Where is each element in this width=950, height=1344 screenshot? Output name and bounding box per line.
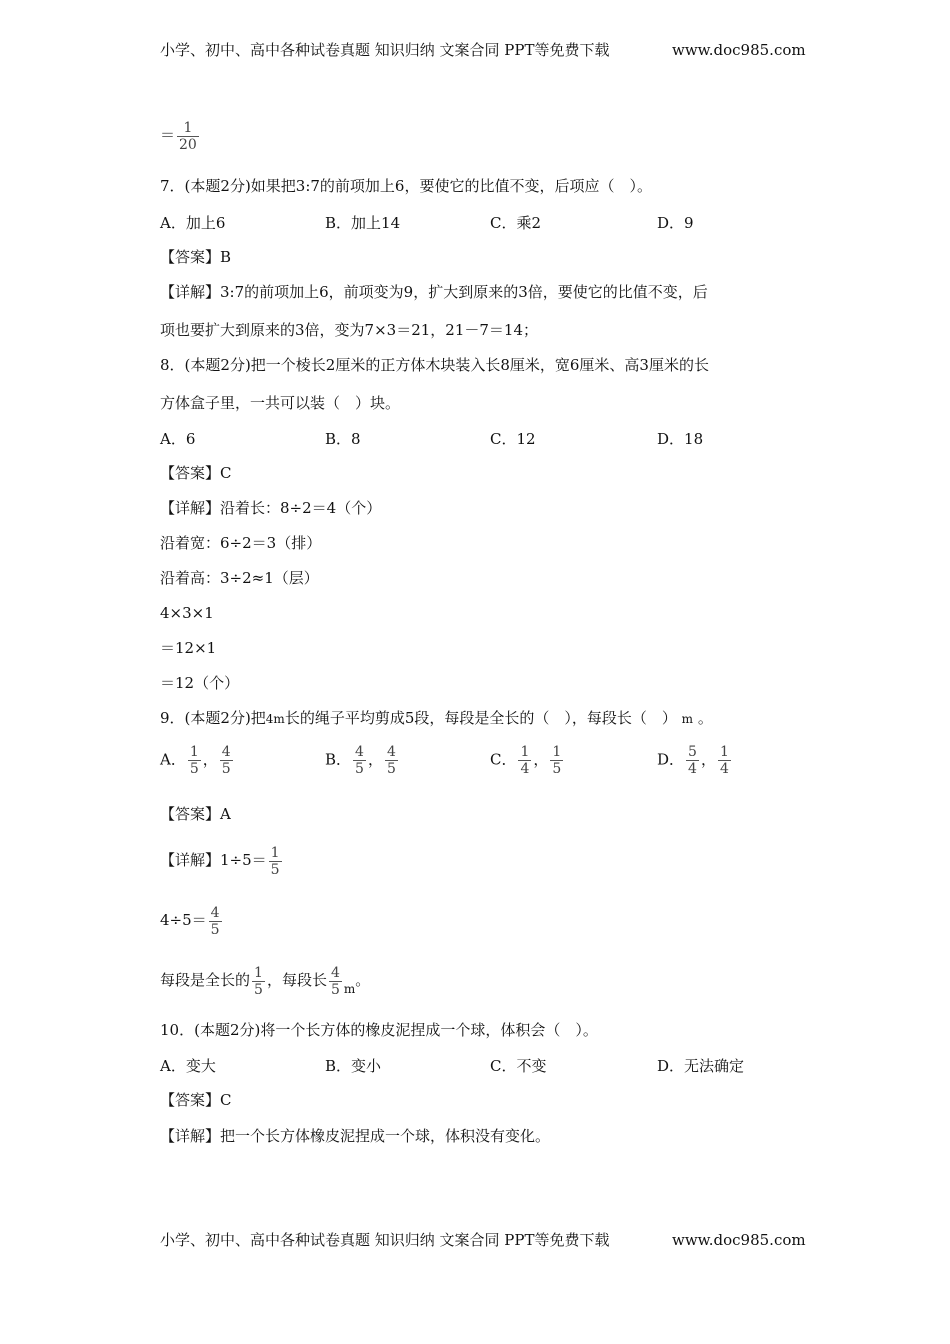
q8-option-a[interactable]: A．6 <box>160 430 196 448</box>
fraction: $\frac{4}{5}$ <box>330 964 340 998</box>
fraction: $\frac{1}{4}$ <box>719 744 729 777</box>
q9-stem-part3: 。 <box>697 709 713 727</box>
q9-option-c[interactable]: C． $\frac{1}{4}$ ， $\frac{1}{5}$ <box>490 744 562 777</box>
fraction: $\frac{1}{5}$ <box>552 744 562 777</box>
q9-stem-part1: 9．(本题2分)把 <box>160 709 266 727</box>
q9-stem-part2: 长的绳子平均剪成5段，每段是全长的（ ），每段长（ ） <box>284 709 677 727</box>
q8-detail-line4: 4×3×1 <box>160 604 214 622</box>
q10-stem: 10．(本题2分)将一个长方体的橡皮泥捏成一个球，体积会（ ）。 <box>160 1021 598 1039</box>
fraction: $\frac{4}{5}$ <box>221 744 231 777</box>
equals-sign: ＝ <box>160 126 176 144</box>
q9-option-b[interactable]: B． $\frac{4}{5}$ ， $\frac{4}{5}$ <box>325 744 396 777</box>
q8-detail-line5: ＝12×1 <box>160 639 217 657</box>
fraction: $\frac{4}{5}$ <box>386 744 396 777</box>
q10-option-a[interactable]: A．变大 <box>160 1057 216 1075</box>
q8-detail-line1: 【详解】沿着长：8÷2＝4（个） <box>160 499 382 517</box>
q7-option-b[interactable]: B．加上14 <box>325 214 401 232</box>
q10-answer: 【答案】C <box>160 1091 232 1109</box>
q9-stem-unit-length: 4m <box>265 712 285 726</box>
q9-detail-line2: 4÷5＝ $\frac{4}{5}$ <box>160 904 220 938</box>
page-footer-text: 小学、初中、高中各种试卷真题 知识归纳 文案合同 PPT等免费下载 <box>160 1231 610 1249</box>
q7-detail-line2: 项也要扩大到原来的3倍，变为7×3＝21，21－7＝14； <box>160 321 539 339</box>
q8-stem-line2: 方体盒子里，一共可以装（ ）块。 <box>160 394 401 412</box>
fraction: $\frac{1}{5}$ <box>270 844 280 878</box>
fraction: $\frac{1}{20}$ <box>179 119 197 153</box>
q7-stem: 7．(本题2分)如果把3:7的前项加上6，要使它的比值不变，后项应（ ）。 <box>160 177 652 195</box>
q7-detail-line1: 【详解】3:7的前项加上6，前项变为9，扩大到原来的3倍，要使它的比值不变，后 <box>160 283 708 301</box>
top-equation <box>160 118 201 153</box>
page-header-text: 小学、初中、高中各种试卷真题 知识归纳 文案合同 PPT等免费下载 <box>160 41 610 59</box>
q8-answer: 【答案】C <box>160 464 232 482</box>
q10-option-d[interactable]: D．无法确定 <box>657 1057 745 1075</box>
q8-detail-line6: ＝12（个） <box>160 674 240 692</box>
q9-detail-line3: 每段是全长的 $\frac{1}{5}$ ，每段长 $\frac{4}{5}$ $_m$。 <box>160 964 371 998</box>
q8-option-c[interactable]: C．12 <box>490 430 536 448</box>
q7-option-d[interactable]: D．9 <box>657 214 694 232</box>
q8-option-d[interactable]: D．18 <box>657 430 704 448</box>
q10-option-c[interactable]: C．不变 <box>490 1057 547 1075</box>
fraction: $\frac{5}{4}$ <box>688 744 697 777</box>
q7-answer: 【答案】B <box>160 248 232 266</box>
q9-detail-line1: 【详解】1÷5＝ $\frac{1}{5}$ <box>160 844 280 878</box>
q8-option-b[interactable]: B．8 <box>325 430 361 448</box>
fraction: $\frac{4}{5}$ <box>210 904 220 938</box>
q9-answer: 【答案】A <box>160 805 231 823</box>
q7-option-a[interactable]: A．加上6 <box>160 214 226 232</box>
q10-detail: 【详解】把一个长方体橡皮泥捏成一个球，体积没有变化。 <box>160 1127 551 1145</box>
fraction: $\frac{1}{4}$ <box>520 744 530 777</box>
fraction: $\frac{1}{5}$ <box>254 964 263 998</box>
q9-option-a[interactable]: A． $\frac{1}{5}$ ， $\frac{4}{5}$ <box>160 744 231 777</box>
page-header-url[interactable]: www.doc985.com <box>672 41 806 59</box>
q8-stem-line1: 8．(本题2分)把一个棱长2厘米的正方体木块装入长8厘米，宽6厘米、高3厘米的长 <box>160 356 709 374</box>
q9-stem-unit-m: m <box>681 712 694 726</box>
q7-option-c[interactable]: C．乘2 <box>490 214 542 232</box>
fraction: $\frac{1}{5}$ <box>189 744 199 777</box>
page-footer-url[interactable]: www.doc985.com <box>672 1231 806 1249</box>
q8-detail-line3: 沿着高：3÷2≈1（层） <box>160 569 319 587</box>
fraction: $\frac{4}{5}$ <box>355 744 364 777</box>
q10-option-b[interactable]: B．变小 <box>325 1057 382 1075</box>
q9-stem <box>160 708 713 729</box>
q8-detail-line2: 沿着宽：6÷2＝3（排） <box>160 534 322 552</box>
q9-option-d[interactable]: D． $\frac{5}{4}$ ， $\frac{1}{4}$ <box>657 744 729 777</box>
